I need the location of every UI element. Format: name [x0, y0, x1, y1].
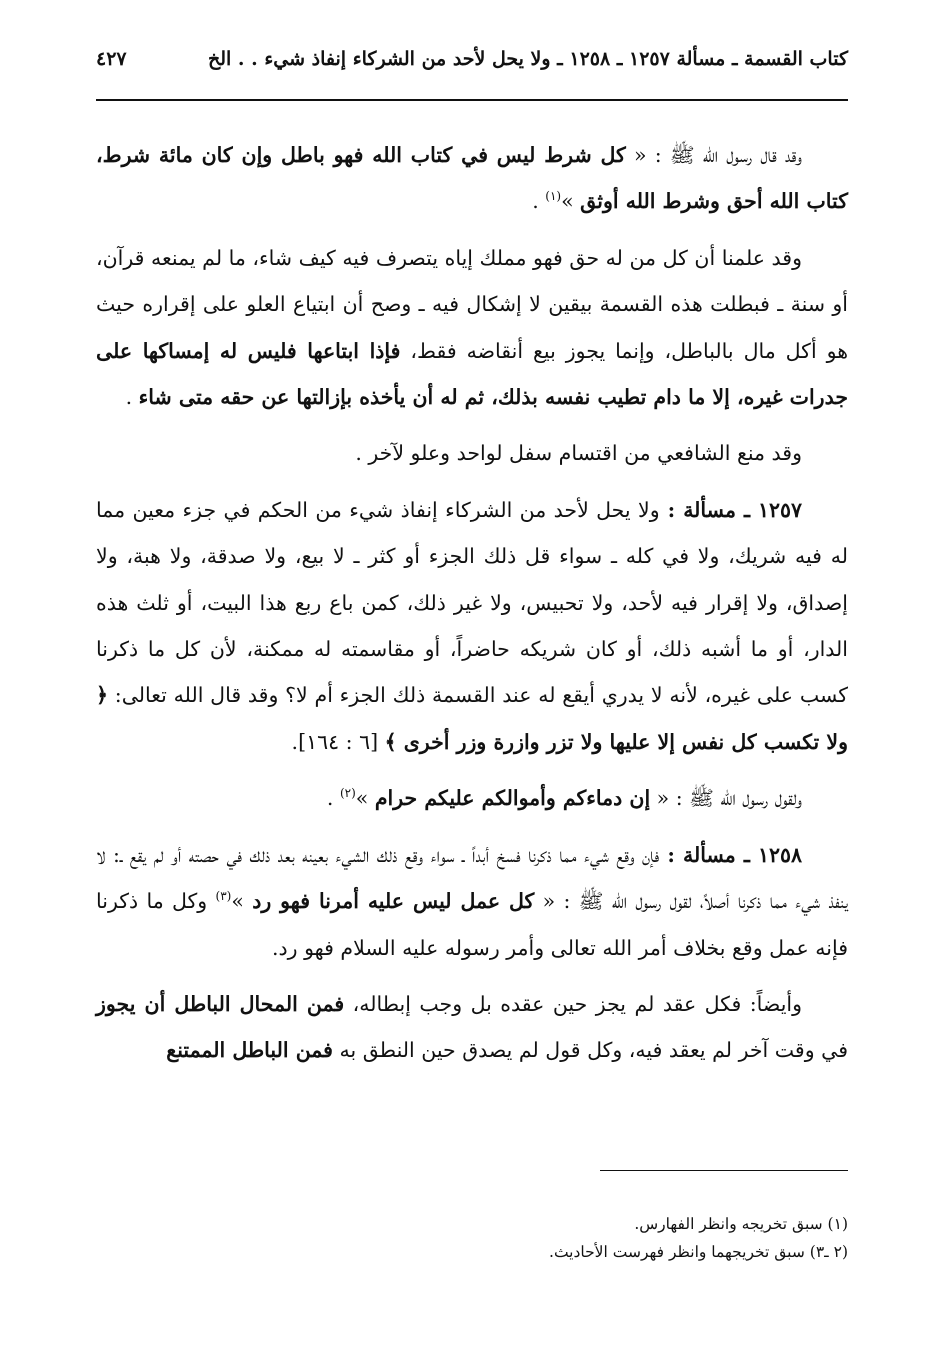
header-divider: [96, 99, 848, 101]
footnote-marker[interactable]: (٣): [215, 889, 232, 904]
issue-number: ١٢٥٨ ـ مسألة :: [659, 842, 802, 867]
paragraph-text: وقد قال رسول الله ﷺ : «: [625, 143, 802, 167]
footnote-divider: [600, 1170, 848, 1171]
paragraph-text: .: [125, 385, 139, 410]
paragraph-ownership: [96, 235, 848, 421]
hadith-text: كل شرط ليس في كتاب الله فهو باطل وإن كان مائة شرط، كتاب الله أحق وشرط الله أوثق: [96, 143, 848, 214]
verse-reference: [٦ : ١٦٤].: [291, 729, 385, 754]
paragraph-text: وقد علمنا أن كل من له حق فهو مملك إياه يتصرف فيه كيف شاء، ما لم يمنعه قرآن، أو سنة ـ فبطلت هذه القسمة بيقين لا إشكال فيه ـ وصح أن ابتياع العلو على إقراره حيث هو أكل مال بالباطل، وإنما يجوز بيع أنقاضه فقط،: [96, 245, 849, 363]
page-body: [96, 132, 848, 1084]
hadith-text: إن دماءكم وأموالكم عليكم حرام: [374, 786, 651, 811]
paragraph-shafii: وقد منع الشافعي من اقتسام سفل لواحد وعلو لآخر .: [355, 441, 802, 466]
emphasized-text: فإذا ابتاعها فليس له إمساكها على جدرات غيره، إلا ما دام تطيب نفسه بذلك، ثم له أن يأخذه بإزالتها عن حقه متى شاء: [96, 338, 848, 410]
page-number: ٤٢٧: [96, 48, 127, 70]
hadith-text: كل عمل ليس عليه أمرنا فهو رد: [252, 889, 535, 914]
paragraph-text: وكل ما ذكرنا فإنه عمل وقع بخلاف أمر الله تعالى وأمر رسوله عليه السلام فهو رد.: [96, 889, 848, 960]
paragraph-text: ولا يحل لأحد من الشركاء إنفاذ شيء من الحكم في جزء معين مما له فيه شريك، ولا في كله ـ سواء قل ذلك الجزء أو كثر ـ لا بيع، ولا صدقة، ولا هبة، ولا إصداق، ولا إقرار فيه لأحد، ولا تحبيس، ولا غير ذلك، كمن باع ربع هذا البيت، أو ثلث هذه الدار، أو ما أشبه ذلك، أو كان شريكه حاضراً، أو مقاسمته له ممكنة، لأن كل ما ذكرنا كسب على غيره، لأنه لا يدري أيقع له عند القسمة ذلك الجزء أم لا؟ وقد قال الله تعالى:: [96, 497, 848, 708]
footnote-1: (١) سبق تخريجه وانظر الفهارس.: [634, 1215, 848, 1233]
paragraph-hadith-conditions: [96, 132, 848, 225]
paragraph-text: وأيضاً: فكل عقد لم يجز حين عقده بل وجب إبطاله،: [344, 991, 802, 1016]
paragraph-hadith-blood: [96, 775, 848, 821]
paragraph-text: »: [561, 189, 581, 214]
paragraph-also: [96, 981, 848, 1074]
paragraph-issue-1257: [96, 487, 848, 765]
footnote-2-3: (٢ ـ٣) سبق تخريجهما وانظر فهرست الأحاديث.: [549, 1243, 848, 1261]
footnotes: [96, 1210, 848, 1266]
paragraph-text: فإن وقع شيء مما ذكرنا فسخ أبداً ـ سواء وقع ذلك الشيء بعينه بعد ذلك في حصته أو لم يقع ـ: لا ينفذ شيء مما ذكرنا أصلاً، لقول رسول الله ﷺ : «: [96, 842, 848, 914]
emphasized-text: فمن المحال الباطل أن يجوز: [96, 991, 345, 1016]
paragraph-text: ولقول رسول الله ﷺ : «: [650, 786, 802, 811]
footnote-marker[interactable]: (١): [545, 189, 562, 204]
emphasized-text: فمن الباطل الممتنع: [166, 1038, 333, 1063]
paragraph-text: في وقت آخر لم يعقد فيه، وكل قول لم يصدق حين النطق به: [332, 1038, 848, 1063]
issue-number: ١٢٥٧ ـ مسألة :: [659, 497, 803, 522]
paragraph-text: »: [355, 786, 375, 811]
running-header: [96, 48, 848, 70]
footnote-marker[interactable]: (٢): [339, 786, 356, 801]
quran-verse: ﴿ ولا تكسب كل نفس إلا عليها ولا تزر وازرة وزر أخرى ﴾: [96, 683, 848, 754]
header-title: كتاب القسمة ـ مسألة ١٢٥٧ ـ ١٢٥٨ ـ ولا يحل لأحد من الشركاء إنفاذ شيء . . الخ: [207, 48, 848, 70]
paragraph-issue-1258: [96, 832, 848, 971]
paragraph-text: .: [326, 786, 340, 811]
paragraph-text: .: [532, 189, 546, 214]
paragraph-text: »: [231, 889, 253, 914]
